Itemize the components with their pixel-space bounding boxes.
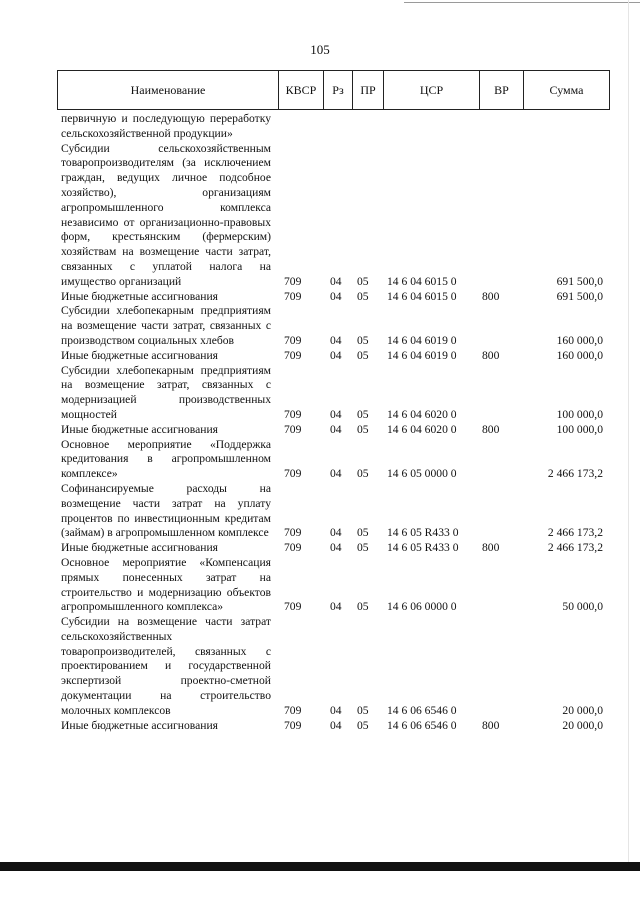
row-sum: 100 000,0 <box>556 407 603 421</box>
row-name: Иные бюджетные ассигнования <box>61 718 218 732</box>
row-sum: 2 466 173,2 <box>547 467 603 481</box>
row-kvsr: 709 <box>284 407 302 421</box>
row-name: Основное мероприятие «Поддержка кредитования в агропромышленном комплексе» <box>61 437 271 481</box>
table-row <box>57 556 609 615</box>
header-name: Наименование <box>58 71 279 110</box>
row-kvsr: 709 <box>284 703 302 717</box>
table-row <box>57 290 609 305</box>
table-row <box>57 142 609 290</box>
row-name: Субсидии хлебопекарным предприятиям на возмещение части затрат, связанных с производством социальных хлебов <box>61 304 271 347</box>
row-kvsr: 709 <box>284 718 302 732</box>
row-csr: 14 6 04 6019 0 <box>387 348 457 362</box>
row-sum: 691 500,0 <box>556 274 603 288</box>
row-kvsr: 709 <box>284 600 302 614</box>
header-vr: ВР <box>480 71 524 110</box>
row-csr: 14 6 04 6015 0 <box>387 289 457 303</box>
row-name: Иные бюджетные ассигнования <box>61 541 218 555</box>
row-rz: 04 <box>330 407 342 421</box>
row-kvsr: 709 <box>284 333 302 347</box>
row-sum: 2 466 173,2 <box>547 541 603 555</box>
table-row <box>57 423 609 438</box>
row-kvsr: 709 <box>284 541 302 555</box>
table-row <box>57 482 609 541</box>
row-csr: 14 6 06 6546 0 <box>387 718 457 732</box>
row-csr: 14 6 04 6020 0 <box>387 407 457 421</box>
row-pr: 05 <box>357 600 369 614</box>
row-rz: 04 <box>330 467 342 481</box>
table-row <box>57 541 609 556</box>
row-name: Иные бюджетные ассигнования <box>61 289 218 303</box>
header-sum: Сумма <box>524 71 610 110</box>
row-vr: 800 <box>482 541 500 555</box>
row-kvsr: 709 <box>284 348 302 362</box>
row-vr: 800 <box>482 422 500 436</box>
row-csr: 14 6 05 R433 0 <box>387 526 459 540</box>
row-csr: 14 6 04 6020 0 <box>387 422 457 436</box>
header-csr: ЦСР <box>384 71 480 110</box>
row-rz: 04 <box>330 718 342 732</box>
row-csr: 14 6 04 6015 0 <box>387 274 457 288</box>
row-sum: 20 000,0 <box>562 718 603 732</box>
scan-bottom-bar <box>0 862 640 871</box>
table-row <box>57 719 609 734</box>
row-rz: 04 <box>330 703 342 717</box>
row-csr: 14 6 06 6546 0 <box>387 703 457 717</box>
row-pr: 05 <box>357 467 369 481</box>
table-header <box>57 70 610 110</box>
row-rz: 04 <box>330 274 342 288</box>
header-pr: ПР <box>353 71 384 110</box>
row-kvsr: 709 <box>284 467 302 481</box>
row-rz: 04 <box>330 289 342 303</box>
top-edge-line <box>404 2 640 3</box>
table-row <box>57 438 609 482</box>
table-row <box>57 615 609 719</box>
row-rz: 04 <box>330 422 342 436</box>
row-pr: 05 <box>357 407 369 421</box>
row-pr: 05 <box>357 703 369 717</box>
row-pr: 05 <box>357 274 369 288</box>
row-pr: 05 <box>357 422 369 436</box>
row-rz: 04 <box>330 541 342 555</box>
row-vr: 800 <box>482 718 500 732</box>
row-sum: 50 000,0 <box>562 600 603 614</box>
row-csr: 14 6 04 6019 0 <box>387 333 457 347</box>
row-sum: 100 000,0 <box>556 422 603 436</box>
row-name: первичную и последующую переработку сельскохозяйственной продукции» <box>61 112 271 140</box>
page-number: 105 <box>310 42 330 57</box>
row-name: Субсидии хлебопекарным предприятиям на возмещение затрат, связанных с модернизацией производственных мощностей <box>61 363 271 421</box>
row-name: Софинансируемые расходы на возмещение части затрат на уплату процентов по инвестиционным кредитам (займам) в агропромышленном комплексе <box>61 481 271 540</box>
header-rz: Рз <box>324 71 353 110</box>
row-sum: 691 500,0 <box>556 289 603 303</box>
budget-table-body <box>57 112 609 733</box>
row-kvsr: 709 <box>284 526 302 540</box>
row-sum: 160 000,0 <box>556 333 603 347</box>
right-scan-edge <box>628 0 629 862</box>
header-kvsr: КВСР <box>279 71 324 110</box>
row-pr: 05 <box>357 333 369 347</box>
row-csr: 14 6 05 0000 0 <box>387 467 457 481</box>
row-pr: 05 <box>357 541 369 555</box>
table-row <box>57 304 609 348</box>
row-sum: 20 000,0 <box>562 703 603 717</box>
row-rz: 04 <box>330 600 342 614</box>
row-kvsr: 709 <box>284 274 302 288</box>
table-row <box>57 364 609 423</box>
row-vr: 800 <box>482 289 500 303</box>
row-pr: 05 <box>357 526 369 540</box>
row-pr: 05 <box>357 289 369 303</box>
table-row <box>57 349 609 364</box>
row-csr: 14 6 06 0000 0 <box>387 600 457 614</box>
row-rz: 04 <box>330 333 342 347</box>
row-name: Субсидии на возмещение части затрат сельскохозяйственных товаропроизводителей, связанных с проектированием и государственной экспертизой проектно-сметной документации на строительство молочных комплексов <box>61 615 271 717</box>
row-sum: 160 000,0 <box>556 348 603 362</box>
row-pr: 05 <box>357 348 369 362</box>
row-rz: 04 <box>330 526 342 540</box>
row-rz: 04 <box>330 348 342 362</box>
row-name: Основное мероприятие «Компенсация прямых понесенных затрат на строительство и модернизацию объектов агропромышленного комплекса» <box>61 555 271 614</box>
row-vr: 800 <box>482 348 500 362</box>
row-name: Иные бюджетные ассигнования <box>61 422 218 436</box>
row-kvsr: 709 <box>284 289 302 303</box>
row-name: Иные бюджетные ассигнования <box>61 348 218 362</box>
row-sum: 2 466 173,2 <box>547 526 603 540</box>
row-name: Субсидии сельскохозяйственным товаропроизводителям (за исключением граждан, ведущих личное подсобное хозяйство), организациям агропромышленного комплекса независимо от организационно-правовых форм, крестьянским (фермерским) хозяйствам на возмещение части затрат, связанных с уплатой налога на имущество организаций <box>61 141 271 288</box>
row-csr: 14 6 05 R433 0 <box>387 541 459 555</box>
row-pr: 05 <box>357 718 369 732</box>
table-row <box>57 112 609 142</box>
row-kvsr: 709 <box>284 422 302 436</box>
